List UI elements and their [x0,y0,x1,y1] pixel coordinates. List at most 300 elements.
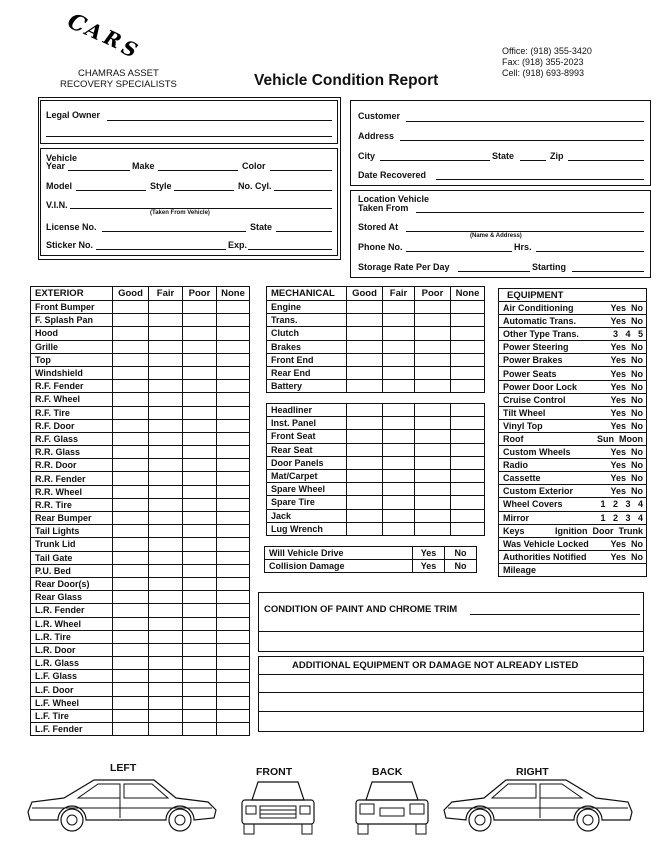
additional-title: ADDITIONAL EQUIPMENT OR DAMAGE NOT ALREADY LISTED [292,660,579,671]
good-checkbox-cell[interactable] [113,327,149,340]
fair-checkbox-cell[interactable] [149,406,183,419]
legal-owner-field[interactable] [107,120,332,121]
none-checkbox-cell[interactable] [217,696,250,709]
additional-field-2[interactable] [258,692,644,693]
fair-checkbox-cell[interactable] [383,417,415,430]
poor-checkbox-cell[interactable] [415,430,451,443]
fair-checkbox-cell[interactable] [383,404,415,417]
poor-checkbox-cell[interactable] [183,577,217,590]
fair-checkbox-cell[interactable] [149,446,183,459]
poor-checkbox-cell[interactable] [183,485,217,498]
equipment-cell[interactable] [499,393,647,406]
table-row [267,443,485,456]
poor-checkbox-cell[interactable] [183,432,217,445]
poor-checkbox-cell[interactable] [183,709,217,722]
none-checkbox-cell[interactable] [217,538,250,551]
date-recovered-field[interactable] [436,179,644,180]
none-checkbox-cell[interactable] [217,709,250,722]
none-checkbox-cell[interactable] [217,498,250,511]
table-row [267,314,485,327]
equipment-options[interactable]: Yes No [610,316,643,327]
equipment-cell[interactable] [499,537,647,550]
equipment-cell[interactable] [499,367,647,380]
good-checkbox-cell[interactable] [113,630,149,643]
equipment-options[interactable]: Yes No [610,460,643,471]
poor-checkbox-cell[interactable] [183,380,217,393]
fair-checkbox-cell[interactable] [149,670,183,683]
equipment-options[interactable]: Yes No [610,303,643,314]
fair-checkbox-cell[interactable] [149,301,183,314]
none-checkbox-cell[interactable] [217,432,250,445]
equipment-cell[interactable] [499,485,647,498]
vin-field[interactable] [70,208,332,209]
company-name-1: CHAMRAS ASSET [78,68,159,79]
fair-checkbox-cell[interactable] [149,538,183,551]
fair-checkbox-cell[interactable] [149,393,183,406]
fair-checkbox-cell[interactable] [383,327,415,340]
fair-checkbox-cell[interactable] [149,617,183,630]
equipment-options[interactable]: Yes No [610,407,643,418]
good-checkbox-cell[interactable] [113,604,149,617]
fair-checkbox-cell[interactable] [383,509,415,522]
equipment-cell[interactable] [499,419,647,432]
equipment-options[interactable]: Yes No [610,551,643,562]
none-checkbox-cell[interactable] [451,366,485,379]
row-label: Rear Glass [31,591,113,604]
poor-checkbox-cell[interactable] [183,327,217,340]
no-option[interactable]: No [445,560,477,573]
fair-checkbox-cell[interactable] [149,419,183,432]
good-checkbox-cell[interactable] [347,366,383,379]
poor-checkbox-cell[interactable] [183,393,217,406]
equipment-options[interactable]: Yes No [610,420,643,431]
poor-checkbox-cell[interactable] [183,459,217,472]
poor-checkbox-cell[interactable] [183,538,217,551]
equipment-row [499,498,647,511]
poor-checkbox-cell[interactable] [415,443,451,456]
none-checkbox-cell[interactable] [217,670,250,683]
equipment-label: Radio [503,460,529,471]
poor-checkbox-cell[interactable] [415,483,451,496]
poor-checkbox-cell[interactable] [415,301,451,314]
fair-checkbox-cell[interactable] [149,459,183,472]
poor-checkbox-cell[interactable] [183,591,217,604]
fair-checkbox-cell[interactable] [383,366,415,379]
poor-checkbox-cell[interactable] [415,522,451,535]
poor-checkbox-cell[interactable] [415,469,451,482]
equipment-cell[interactable] [499,341,647,354]
no-option[interactable]: No [445,547,477,560]
none-checkbox-cell[interactable] [451,353,485,366]
good-checkbox-cell[interactable] [113,670,149,683]
none-checkbox-cell[interactable] [217,643,250,656]
equipment-options[interactable]: 3 4 5 [612,329,643,340]
fair-checkbox-cell[interactable] [149,683,183,696]
taken-from-field[interactable] [416,212,644,213]
good-checkbox-cell[interactable] [347,430,383,443]
paint-field-2[interactable] [258,631,644,632]
condition-heading: Good [347,287,383,301]
fair-checkbox-cell[interactable] [149,432,183,445]
equipment-row [499,472,647,485]
fair-checkbox-cell[interactable] [149,723,183,736]
fair-checkbox-cell[interactable] [149,380,183,393]
poor-checkbox-cell[interactable] [183,617,217,630]
equipment-cell[interactable] [499,472,647,485]
equipment-options[interactable]: Yes No [610,368,643,379]
good-checkbox-cell[interactable] [113,314,149,327]
good-checkbox-cell[interactable] [113,301,149,314]
color-field[interactable] [270,170,332,171]
table-row [31,551,250,564]
good-checkbox-cell[interactable] [113,512,149,525]
equipment-cell[interactable] [499,302,647,315]
customer-field[interactable] [406,121,644,122]
additional-field-1[interactable] [258,674,644,675]
good-checkbox-cell[interactable] [347,469,383,482]
poor-checkbox-cell[interactable] [183,696,217,709]
equipment-cell[interactable] [499,380,647,393]
fair-checkbox-cell[interactable] [149,709,183,722]
good-checkbox-cell[interactable] [113,446,149,459]
good-checkbox-cell[interactable] [113,577,149,590]
good-checkbox-cell[interactable] [113,551,149,564]
poor-checkbox-cell[interactable] [415,417,451,430]
fair-checkbox-cell[interactable] [149,551,183,564]
row-label: Grille [31,340,113,353]
equipment-cell[interactable] [499,550,647,563]
poor-checkbox-cell[interactable] [415,353,451,366]
hrs-field[interactable] [536,251,644,252]
good-checkbox-cell[interactable] [113,683,149,696]
none-checkbox-cell[interactable] [451,483,485,496]
good-checkbox-cell[interactable] [113,498,149,511]
zip-label: Zip [550,151,564,161]
none-checkbox-cell[interactable] [217,393,250,406]
equipment-cell[interactable] [499,328,647,341]
none-checkbox-cell[interactable] [451,380,485,393]
good-checkbox-cell[interactable] [113,419,149,432]
fair-checkbox-cell[interactable] [383,353,415,366]
poor-checkbox-cell[interactable] [183,353,217,366]
good-checkbox-cell[interactable] [113,366,149,379]
good-checkbox-cell[interactable] [113,643,149,656]
poor-checkbox-cell[interactable] [183,604,217,617]
row-label: L.R. Glass [31,657,113,670]
equipment-cell[interactable] [499,511,647,524]
equipment-options[interactable]: Yes No [610,538,643,549]
equipment-options[interactable]: Sun Moon [597,433,643,444]
license-field[interactable] [102,231,246,232]
fair-checkbox-cell[interactable] [383,443,415,456]
none-checkbox-cell[interactable] [217,525,250,538]
good-checkbox-cell[interactable] [113,591,149,604]
poor-checkbox-cell[interactable] [183,525,217,538]
none-checkbox-cell[interactable] [451,469,485,482]
model-field[interactable] [76,190,146,191]
none-checkbox-cell[interactable] [451,404,485,417]
good-checkbox-cell[interactable] [113,723,149,736]
fair-checkbox-cell[interactable] [383,340,415,353]
make-field[interactable] [158,170,238,171]
vehicle-state-field[interactable] [276,231,332,232]
table-row [31,512,250,525]
fair-checkbox-cell[interactable] [383,496,415,509]
fair-checkbox-cell[interactable] [149,485,183,498]
good-checkbox-cell[interactable] [113,472,149,485]
none-checkbox-cell[interactable] [217,630,250,643]
good-checkbox-cell[interactable] [113,617,149,630]
poor-checkbox-cell[interactable] [415,366,451,379]
poor-checkbox-cell[interactable] [183,643,217,656]
fair-checkbox-cell[interactable] [149,353,183,366]
poor-checkbox-cell[interactable] [415,327,451,340]
equipment-options[interactable]: 1 2 3 4 [600,499,643,510]
fair-checkbox-cell[interactable] [149,696,183,709]
poor-checkbox-cell[interactable] [415,314,451,327]
none-checkbox-cell[interactable] [451,430,485,443]
equipment-cell[interactable] [499,446,647,459]
fair-checkbox-cell[interactable] [149,564,183,577]
sticker-field[interactable] [96,249,226,250]
good-checkbox-cell[interactable] [347,353,383,366]
good-checkbox-cell[interactable] [347,404,383,417]
none-checkbox-cell[interactable] [217,472,250,485]
city-field[interactable] [380,160,490,161]
fair-checkbox-cell[interactable] [149,577,183,590]
office-phone: Office: (918) 355-3420 [502,46,592,56]
none-checkbox-cell[interactable] [217,406,250,419]
zip-field[interactable] [568,160,644,161]
poor-checkbox-cell[interactable] [183,512,217,525]
none-checkbox-cell[interactable] [217,459,250,472]
equipment-options[interactable]: Yes No [610,447,643,458]
fair-checkbox-cell[interactable] [149,498,183,511]
poor-checkbox-cell[interactable] [415,380,451,393]
good-checkbox-cell[interactable] [347,456,383,469]
fair-checkbox-cell[interactable] [149,657,183,670]
poor-checkbox-cell[interactable] [183,314,217,327]
none-checkbox-cell[interactable] [451,522,485,535]
none-checkbox-cell[interactable] [217,340,250,353]
fair-checkbox-cell[interactable] [383,469,415,482]
exp-field[interactable] [248,249,332,250]
equipment-cell[interactable] [499,406,647,419]
storage-rate-field[interactable] [458,271,530,272]
equipment-cell[interactable] [499,459,647,472]
fair-checkbox-cell[interactable] [383,483,415,496]
none-checkbox-cell[interactable] [451,314,485,327]
none-checkbox-cell[interactable] [217,683,250,696]
equipment-options[interactable]: Ignition Door Trunk [555,525,643,536]
equipment-options[interactable]: Yes No [610,355,643,366]
good-checkbox-cell[interactable] [347,483,383,496]
none-checkbox-cell[interactable] [217,353,250,366]
none-checkbox-cell[interactable] [217,366,250,379]
none-checkbox-cell[interactable] [451,456,485,469]
fair-checkbox-cell[interactable] [149,604,183,617]
paint-field-1[interactable] [470,614,640,615]
fair-checkbox-cell[interactable] [383,430,415,443]
good-checkbox-cell[interactable] [113,709,149,722]
additional-field-3[interactable] [258,711,644,712]
none-checkbox-cell[interactable] [217,551,250,564]
fair-checkbox-cell[interactable] [149,340,183,353]
poor-checkbox-cell[interactable] [183,406,217,419]
cyl-field[interactable] [274,190,332,191]
good-checkbox-cell[interactable] [347,417,383,430]
poor-checkbox-cell[interactable] [183,498,217,511]
equipment-row [499,367,647,380]
good-checkbox-cell[interactable] [113,564,149,577]
good-checkbox-cell[interactable] [113,525,149,538]
poor-checkbox-cell[interactable] [415,404,451,417]
poor-checkbox-cell[interactable] [415,340,451,353]
poor-checkbox-cell[interactable] [183,419,217,432]
equipment-label: Power Seats [503,368,557,379]
fair-checkbox-cell[interactable] [149,525,183,538]
good-checkbox-cell[interactable] [347,522,383,535]
good-checkbox-cell[interactable] [113,696,149,709]
none-checkbox-cell[interactable] [217,512,250,525]
poor-checkbox-cell[interactable] [183,670,217,683]
poor-checkbox-cell[interactable] [183,683,217,696]
equipment-options[interactable]: Yes No [610,473,643,484]
equipment-cell[interactable] [499,563,647,576]
equipment-cell[interactable] [499,315,647,328]
poor-checkbox-cell[interactable] [415,496,451,509]
fair-checkbox-cell[interactable] [383,456,415,469]
fair-checkbox-cell[interactable] [149,327,183,340]
none-checkbox-cell[interactable] [217,327,250,340]
none-checkbox-cell[interactable] [451,443,485,456]
equipment-label: Roof [503,433,524,444]
fair-checkbox-cell[interactable] [149,512,183,525]
good-checkbox-cell[interactable] [113,432,149,445]
good-checkbox-cell[interactable] [347,327,383,340]
none-checkbox-cell[interactable] [217,446,250,459]
none-checkbox-cell[interactable] [217,577,250,590]
fair-checkbox-cell[interactable] [149,314,183,327]
none-checkbox-cell[interactable] [217,617,250,630]
poor-checkbox-cell[interactable] [183,446,217,459]
equipment-options[interactable]: 1 2 3 4 [600,512,643,523]
table-row [31,393,250,406]
legal-owner-field-2[interactable] [46,136,332,137]
poor-checkbox-cell[interactable] [183,340,217,353]
good-checkbox-cell[interactable] [113,485,149,498]
condition-heading: Good [113,287,149,301]
good-checkbox-cell[interactable] [347,314,383,327]
good-checkbox-cell[interactable] [113,380,149,393]
row-label: L.R. Fender [31,604,113,617]
none-checkbox-cell[interactable] [217,604,250,617]
good-checkbox-cell[interactable] [113,538,149,551]
none-checkbox-cell[interactable] [451,417,485,430]
none-checkbox-cell[interactable] [217,419,250,432]
yes-option[interactable]: Yes [413,560,445,573]
poor-checkbox-cell[interactable] [183,301,217,314]
customer-state-field[interactable] [520,160,546,161]
year-field[interactable] [68,170,130,171]
poor-checkbox-cell[interactable] [183,472,217,485]
fair-checkbox-cell[interactable] [149,630,183,643]
good-checkbox-cell[interactable] [347,301,383,314]
equipment-cell[interactable] [499,498,647,511]
equipment-cell[interactable] [499,524,647,537]
fair-checkbox-cell[interactable] [383,522,415,535]
style-field[interactable] [174,190,234,191]
fair-checkbox-cell[interactable] [383,380,415,393]
none-checkbox-cell[interactable] [217,657,250,670]
none-checkbox-cell[interactable] [217,380,250,393]
fair-checkbox-cell[interactable] [149,366,183,379]
none-checkbox-cell[interactable] [451,301,485,314]
poor-checkbox-cell[interactable] [183,564,217,577]
yes-option[interactable]: Yes [413,547,445,560]
good-checkbox-cell[interactable] [347,340,383,353]
none-checkbox-cell[interactable] [217,485,250,498]
good-checkbox-cell[interactable] [113,406,149,419]
good-checkbox-cell[interactable] [113,459,149,472]
stored-at-field[interactable] [406,231,644,232]
table-row [31,314,250,327]
good-checkbox-cell[interactable] [347,509,383,522]
good-checkbox-cell[interactable] [113,340,149,353]
equipment-options[interactable]: Yes No [610,381,643,392]
good-checkbox-cell[interactable] [347,443,383,456]
starting-field[interactable] [572,271,644,272]
poor-checkbox-cell[interactable] [183,657,217,670]
equipment-options[interactable]: Yes No [610,394,643,405]
table-row [31,723,250,736]
fair-checkbox-cell[interactable] [383,301,415,314]
none-checkbox-cell[interactable] [217,564,250,577]
none-checkbox-cell[interactable] [217,314,250,327]
good-checkbox-cell[interactable] [113,353,149,366]
poor-checkbox-cell[interactable] [183,630,217,643]
none-checkbox-cell[interactable] [451,340,485,353]
equipment-cell[interactable] [499,432,647,445]
equipment-options[interactable]: Yes No [610,486,643,497]
poor-checkbox-cell[interactable] [183,723,217,736]
good-checkbox-cell[interactable] [347,496,383,509]
good-checkbox-cell[interactable] [347,380,383,393]
none-checkbox-cell[interactable] [217,301,250,314]
poor-checkbox-cell[interactable] [415,456,451,469]
address-field[interactable] [400,140,644,141]
none-checkbox-cell[interactable] [451,509,485,522]
fair-checkbox-cell[interactable] [149,591,183,604]
good-checkbox-cell[interactable] [113,393,149,406]
poor-checkbox-cell[interactable] [415,509,451,522]
svg-text:S: S [117,34,142,62]
none-checkbox-cell[interactable] [217,723,250,736]
none-checkbox-cell[interactable] [451,327,485,340]
equipment-cell[interactable] [499,354,647,367]
poor-checkbox-cell[interactable] [183,551,217,564]
fair-checkbox-cell[interactable] [383,314,415,327]
fair-checkbox-cell[interactable] [149,472,183,485]
phone-field[interactable] [406,251,512,252]
good-checkbox-cell[interactable] [113,657,149,670]
equipment-options[interactable]: Yes No [610,342,643,353]
poor-checkbox-cell[interactable] [183,366,217,379]
fair-checkbox-cell[interactable] [149,643,183,656]
starting-label: Starting [532,262,567,272]
none-checkbox-cell[interactable] [217,591,250,604]
none-checkbox-cell[interactable] [451,496,485,509]
